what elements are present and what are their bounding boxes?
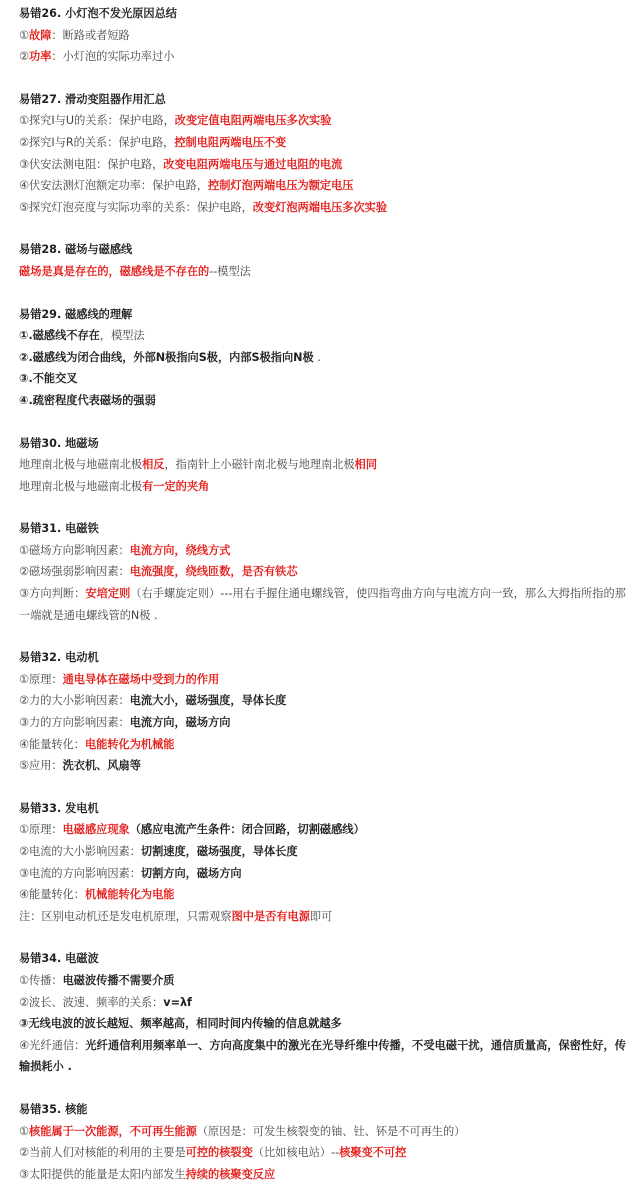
content-line — [19, 1013, 626, 1035]
section-title: 易错35. 核能 — [19, 1102, 88, 1116]
highlight-text: 控制灯泡两端电压为额定电压 — [208, 179, 354, 193]
text-segment: ，指南针上小磁针南北极与地理南北极 — [164, 458, 355, 472]
section-title: 易错26. 小灯泡不发光原因总结 — [19, 7, 177, 20]
text-segment: ②探究I与R的关系：保护电路， — [19, 135, 175, 149]
highlight-text: 相同 — [354, 458, 378, 472]
highlight-text: 有一定的夹角 — [142, 479, 210, 493]
content-line — [19, 347, 626, 369]
text-segment: ②电流的大小影响因素： — [19, 845, 141, 858]
bold-text: ④.疏密程度代表磁场的强弱 — [19, 393, 156, 407]
content-line — [19, 368, 626, 390]
bold-text: ①.磁感线不存在 — [19, 329, 100, 343]
content-line — [19, 690, 626, 712]
content-line — [19, 906, 626, 928]
highlight-text: 电能转化为机械能 — [84, 737, 175, 751]
text-segment: ③力的方向影响因素： — [19, 716, 130, 730]
content-line — [19, 25, 626, 47]
highlight-text: 持续的核聚变反应 — [185, 1167, 276, 1181]
section — [19, 647, 626, 777]
content-line — [19, 261, 626, 283]
content-line — [19, 583, 626, 626]
text-segment: . — [313, 350, 321, 364]
section — [19, 3, 626, 68]
text-segment: ③太阳提供的能量是太阳内部发生 — [19, 1167, 186, 1181]
text-segment: ①原理： — [19, 823, 63, 837]
content-line — [19, 1142, 626, 1164]
text-segment: ①传播： — [19, 973, 63, 987]
section — [19, 433, 626, 498]
bold-text: ②.磁感线为闭合曲线，外部N极指向S极，内部S极指向N极 — [19, 350, 314, 364]
section-title: 易错34. 电磁波 — [19, 952, 99, 966]
content-line — [19, 992, 626, 1014]
section — [19, 948, 626, 1078]
highlight-text: 改变电阻两端电压与通过电阻的电流 — [163, 157, 343, 171]
text-segment: ②力的大小影响因素： — [19, 694, 130, 708]
highlight-text: 改变灯泡两端电压多次实验 — [252, 200, 388, 214]
text-segment: ②波长、波速、频率的关系： — [19, 995, 164, 1009]
highlight-text: 核聚变不可控 — [339, 1146, 407, 1160]
bold-text: 洗衣机、风扇等 — [62, 759, 141, 773]
content-line — [19, 197, 626, 219]
section — [19, 304, 626, 412]
section-title: 易错29. 磁感线的理解 — [19, 307, 133, 321]
text-segment: ③电流的方向影响因素： — [19, 866, 141, 880]
content-line — [19, 325, 626, 347]
content-line — [19, 712, 626, 734]
bold-text: 切割速度，磁场强度，导体长度 — [140, 845, 298, 858]
highlight-text: 磁场是真是存在的，磁感线是不存在的 — [19, 264, 210, 278]
text-segment: ④光纤通信： — [19, 1038, 86, 1052]
text-segment: 注：区别电动机还是发电机原理，只需观察 — [19, 909, 232, 923]
bold-text: （感应电流产生条件：闭合回路，切割磁感线） — [129, 823, 365, 837]
content-line — [19, 1164, 626, 1186]
text-segment: 即可 — [309, 909, 333, 923]
text-segment: ① — [19, 28, 30, 42]
bold-text: 电流方向，磁场方向 — [129, 716, 231, 730]
text-segment: --模型法 — [209, 264, 251, 278]
content-line — [19, 390, 626, 412]
text-segment: ①原理： — [19, 672, 63, 686]
text-segment: ①探究I与U的关系：保护电路， — [19, 114, 175, 128]
highlight-text: 故障 — [29, 28, 52, 42]
section-title: 易错32. 电动机 — [19, 651, 99, 665]
content-line — [19, 46, 626, 68]
highlight-text: 改变定值电阻两端电压多次实验 — [174, 114, 332, 128]
highlight-text: 电磁感应现象 — [62, 823, 130, 837]
highlight-text: 电流方向，绕线方式 — [129, 543, 231, 557]
text-segment: （右手螺旋定则）---用右手握住通电螺线管，使四指弯曲方向与电流方向一致，那么大拇指所指的那一端就是通电螺线管的N极 . — [19, 587, 626, 622]
text-segment: ④能量转化： — [19, 888, 85, 902]
content-line — [19, 175, 626, 197]
highlight-text: 可控的核裂变 — [185, 1146, 253, 1160]
content-line — [19, 1121, 626, 1143]
text-segment: ：断路或者短路 — [51, 28, 130, 42]
bold-text: 光纤通信利用频率单一、方向高度集中的激光在光导纤维中传播，不受电磁干扰，通信质量高，保密性好，传输损耗小 . — [19, 1038, 626, 1074]
content-line — [19, 1035, 626, 1078]
text-segment: 地理南北极与地磁南北极 — [19, 458, 143, 472]
bold-text: v=λf — [163, 995, 192, 1009]
text-segment: ④伏安法测灯泡额定功率：保护电路， — [19, 179, 209, 193]
content-line — [19, 970, 626, 992]
section — [19, 239, 626, 282]
text-segment: 地理南北极与地磁南北极 — [19, 479, 143, 493]
highlight-text: 机械能转化为电能 — [84, 888, 175, 902]
highlight-text: 图中是否有电源 — [231, 909, 310, 923]
highlight-text: 电流强度，绕线匝数，是否有铁芯 — [129, 565, 298, 579]
bold-text: 切割方向，磁场方向 — [140, 866, 242, 880]
text-segment: ① — [19, 1124, 30, 1138]
content-line — [19, 561, 626, 583]
bold-text: 电流大小，磁场强度，导体长度 — [129, 694, 287, 708]
content-line — [19, 154, 626, 176]
highlight-text: 核能属于一次能源，不可再生能源 — [29, 1124, 197, 1138]
content-line — [19, 819, 626, 841]
section-title: 易错33. 发电机 — [19, 801, 99, 815]
content-line — [19, 540, 626, 562]
section-title: 易错31. 电磁铁 — [19, 522, 99, 536]
highlight-text: 安培定则 — [85, 587, 131, 601]
text-segment: ③伏安法测电阻：保护电路， — [19, 157, 164, 171]
content-line — [19, 110, 626, 132]
bold-text: ③无线电波的波长越短、频率越高，相同时间内传输的信息就越多 — [19, 1017, 342, 1031]
text-segment: ②当前人们对核能的利用的主要是 — [19, 1146, 186, 1160]
bold-text: 电磁波传播不需要介质 — [62, 973, 175, 987]
highlight-text: 通电导体在磁场中受到力的作用 — [62, 672, 220, 686]
text-segment: ④能量转化： — [19, 737, 85, 751]
text-segment: ③方向判断： — [19, 587, 86, 601]
bold-text: ③.不能交叉 — [19, 372, 78, 386]
text-segment: （原因是：可发生核裂变的铀、钍、钚是不可再生的） — [196, 1124, 466, 1138]
text-segment: ：小灯泡的实际功率过小 — [51, 50, 175, 64]
content-line — [19, 884, 626, 906]
section — [19, 518, 626, 626]
section — [19, 1099, 626, 1185]
section — [19, 89, 626, 219]
text-segment: ⑤探究灯泡亮度与实际功率的关系：保护电路， — [19, 200, 253, 214]
text-segment: ②磁场强弱影响因素： — [19, 565, 130, 579]
content-line — [19, 476, 626, 498]
content-line — [19, 841, 626, 863]
section-title: 易错30. 地磁场 — [19, 436, 99, 450]
content-line — [19, 669, 626, 691]
section — [19, 798, 626, 928]
text-segment: （比如核电站）-- — [252, 1146, 340, 1160]
section-title: 易错28. 磁场与磁感线 — [19, 243, 133, 257]
highlight-text: 功率 — [29, 50, 52, 64]
text-segment: ⑤应用： — [19, 759, 63, 773]
content-line — [19, 734, 626, 756]
text-segment: ①磁场方向影响因素： — [19, 543, 130, 557]
content-line — [19, 132, 626, 154]
content-line — [19, 454, 626, 476]
highlight-text: 控制电阻两端电压不变 — [174, 135, 287, 149]
text-segment: ，模型法 — [99, 329, 145, 343]
highlight-text: 相反 — [142, 458, 165, 472]
content-line — [19, 863, 626, 885]
text-segment: ② — [19, 50, 30, 64]
content-line — [19, 755, 626, 777]
section-title: 易错27. 滑动变阻器作用汇总 — [19, 92, 166, 106]
